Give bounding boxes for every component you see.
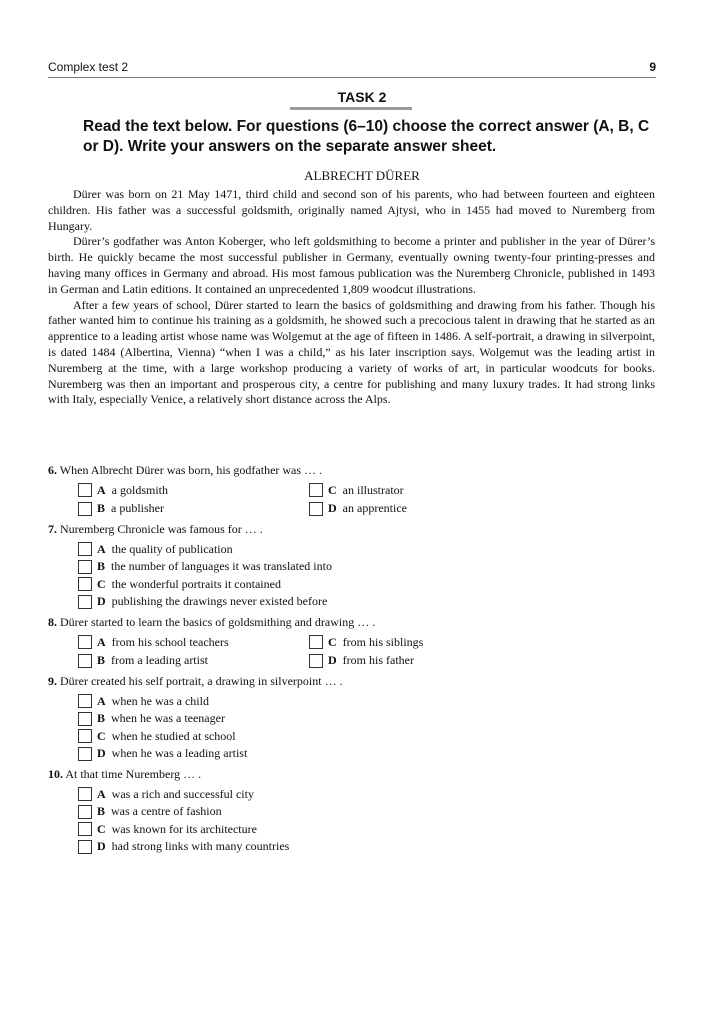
paragraph: Dürer’s godfather was Anton Koberger, who left goldsmithing to become a printer and publisher in the year of Dürer’s birth. He quickly became the most successful publisher in Germany, eventually owning twenty-four printing-presses and having many offices in Germany and abroad. His most famous publication was the Nuremberg Chronicle, published in 1493 in German and Latin editions. It contained an unprecedented 1,809 woodcut illustrations. <box>48 234 655 296</box>
option-letter: C <box>97 821 106 836</box>
answer-option[interactable] <box>309 482 509 499</box>
answer-checkbox[interactable] <box>309 483 323 497</box>
paragraph: After a few years of school, Dürer started to learn the basics of goldsmithing and drawing from his father. Though his father wanted him to continue his training as a goldsmith, he showed such a precocious talent in drawing that he started as an apprentice to a leading artist whose name was Wolgemut at the age of fifteen in 1486. A self-portrait, a drawing in silverpoint, is dated 1484 (Albertina, Vienna) “when I was a child,” as his later inscription says. Wolgemut was the leading artist in Nuremberg at the time, with a large workshop producing a variety of works of art, in particular woodcuts for books. Nuremberg was then an important and prosperous city, a centre for publishing and many luxury trades. It had strong links with Italy, especially Venice, a relatively short distance across the Alps. <box>48 297 655 407</box>
answer-option[interactable] <box>78 653 309 670</box>
answer-option[interactable] <box>309 501 509 518</box>
option-letter: D <box>328 501 337 516</box>
answer-option[interactable] <box>78 728 655 745</box>
option-letter: A <box>97 693 106 708</box>
option-letter: B <box>97 711 106 726</box>
answer-checkbox[interactable] <box>78 502 92 516</box>
task-title-underline <box>290 107 412 110</box>
option-letter: B <box>97 501 106 516</box>
option-letter: D <box>328 653 337 668</box>
answer-checkbox[interactable] <box>78 595 92 609</box>
question-list <box>48 462 655 859</box>
answer-option[interactable] <box>78 594 655 611</box>
answer-checkbox[interactable] <box>78 694 92 708</box>
option-text: when he was a teenager <box>111 711 225 726</box>
answer-checkbox[interactable] <box>78 822 92 836</box>
option-letter: B <box>97 559 106 574</box>
answer-option[interactable] <box>78 786 655 803</box>
answer-option[interactable] <box>78 576 655 593</box>
answer-checkbox[interactable] <box>78 483 92 497</box>
option-text: when he studied at school <box>111 728 236 743</box>
question-number: 6. <box>48 463 57 477</box>
answer-checkbox[interactable] <box>78 635 92 649</box>
option-letter: D <box>97 746 106 761</box>
header-test-name: Complex test 2 <box>48 60 129 74</box>
question-6 <box>48 462 655 517</box>
answer-checkbox[interactable] <box>78 747 92 761</box>
question-number: 8. <box>48 615 57 629</box>
option-letter: C <box>328 634 337 649</box>
reading-text-title: ALBRECHT DÜRER <box>304 168 420 183</box>
answer-checkbox[interactable] <box>78 560 92 574</box>
header-divider <box>48 77 656 78</box>
option-letter: D <box>97 839 106 854</box>
answer-option[interactable] <box>78 746 655 763</box>
option-letter: B <box>97 804 106 819</box>
answer-option[interactable] <box>78 482 309 499</box>
answer-option[interactable] <box>78 559 655 576</box>
option-text: was a rich and successful city <box>111 786 254 801</box>
option-text: a goldsmith <box>111 482 169 497</box>
question-number: 9. <box>48 674 57 688</box>
answer-option[interactable] <box>309 653 509 670</box>
answer-checkbox[interactable] <box>78 712 92 726</box>
answer-checkbox[interactable] <box>78 577 92 591</box>
option-text: from his school teachers <box>111 634 229 649</box>
question-8 <box>48 614 655 669</box>
option-text: when he was a child <box>111 693 209 708</box>
answer-option[interactable] <box>78 634 309 651</box>
option-letter: A <box>97 634 106 649</box>
option-letter: D <box>97 594 106 609</box>
question-stem: At that time Nuremberg … . <box>65 767 202 781</box>
option-text: was known for its architecture <box>111 821 257 836</box>
option-letter: A <box>97 482 106 497</box>
answer-checkbox[interactable] <box>78 805 92 819</box>
answer-checkbox[interactable] <box>309 502 323 516</box>
option-text: an apprentice <box>342 501 407 516</box>
option-letter: C <box>97 728 106 743</box>
option-letter: A <box>97 541 106 556</box>
answer-option[interactable] <box>78 804 655 821</box>
option-text: from his siblings <box>342 634 424 649</box>
answer-option[interactable] <box>78 541 655 558</box>
page-number: 9 <box>649 60 656 74</box>
option-text: the wonderful portraits it contained <box>111 576 281 591</box>
question-stem: Dürer created his self portrait, a drawing in silverpoint … . <box>60 674 343 688</box>
option-text: the quality of publication <box>111 541 233 556</box>
task-title: TASK 2 <box>337 89 387 105</box>
question-stem: Dürer started to learn the basics of goldsmithing and drawing … . <box>60 615 376 629</box>
option-letter: C <box>328 482 337 497</box>
question-stem: Nuremberg Chronicle was famous for … . <box>60 522 263 536</box>
option-letter: A <box>97 786 106 801</box>
option-text: had strong links with many countries <box>111 839 290 854</box>
option-text: the number of languages it was translated into <box>111 559 332 574</box>
question-9 <box>48 673 655 762</box>
question-number: 7. <box>48 522 57 536</box>
option-text: publishing the drawings never existed before <box>111 594 328 609</box>
answer-option[interactable] <box>78 839 655 856</box>
option-text: from his father <box>342 653 414 668</box>
option-text: an illustrator <box>342 482 404 497</box>
page-header <box>48 58 656 78</box>
answer-checkbox[interactable] <box>78 542 92 556</box>
answer-checkbox[interactable] <box>309 654 323 668</box>
reading-text <box>48 187 655 408</box>
task-instruction: Read the text below. For questions (6–10) choose the correct answer (A, B, C or D). Write your answers on the separate answer sheet. <box>83 118 650 155</box>
answer-option[interactable] <box>78 693 655 710</box>
answer-checkbox[interactable] <box>78 787 92 801</box>
answer-option[interactable] <box>78 501 309 518</box>
answer-option[interactable] <box>78 821 655 838</box>
option-text: from a leading artist <box>111 653 208 668</box>
answer-checkbox[interactable] <box>309 635 323 649</box>
question-number: 10. <box>48 767 63 781</box>
option-text: a publisher <box>111 501 165 516</box>
option-text: was a centre of fashion <box>111 804 222 819</box>
option-letter: B <box>97 653 106 668</box>
answer-option[interactable] <box>309 634 509 651</box>
answer-checkbox[interactable] <box>78 840 92 854</box>
answer-option[interactable] <box>78 711 655 728</box>
question-10 <box>48 766 655 855</box>
option-text: when he was a leading artist <box>111 746 248 761</box>
option-letter: C <box>97 576 106 591</box>
answer-checkbox[interactable] <box>78 729 92 743</box>
answer-checkbox[interactable] <box>78 654 92 668</box>
question-stem: When Albrecht Dürer was born, his godfather was … . <box>59 463 323 477</box>
question-7 <box>48 521 655 610</box>
paragraph: Dürer was born on 21 May 1471, third child and second son of his parents, who had between fourteen and eighteen children. His father was a successful goldsmith, originally named Ajtysi, who in 1455 had moved to Nuremberg from Hungary. <box>48 187 655 233</box>
